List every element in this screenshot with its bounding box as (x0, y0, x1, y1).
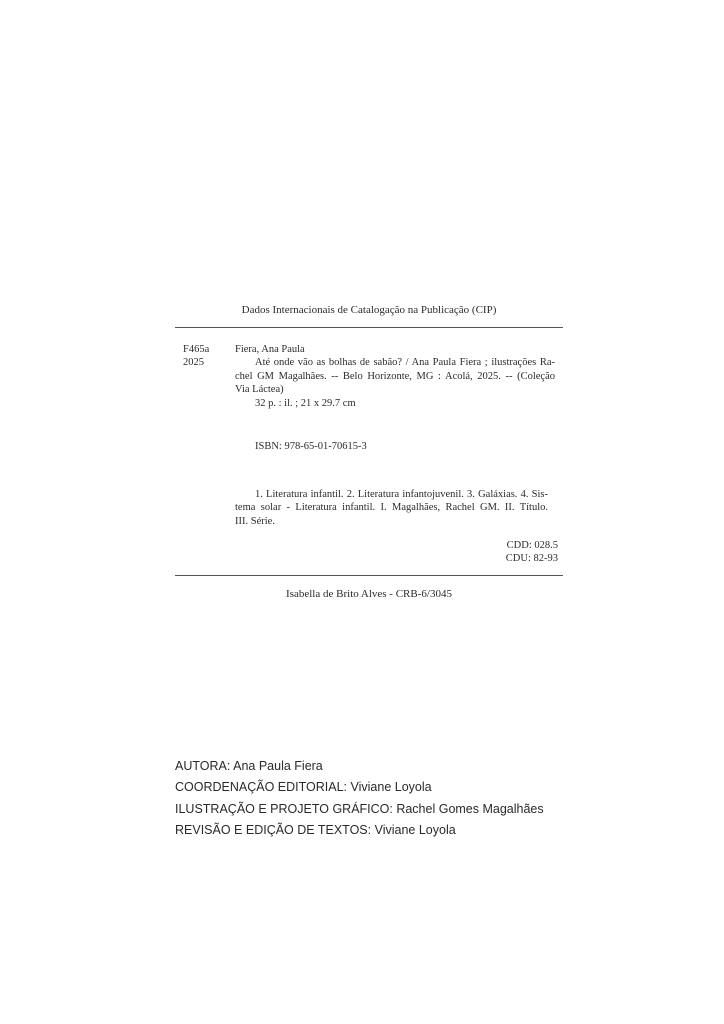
call-number (183, 343, 209, 370)
credit-editorial-coordination: COORDENAÇÃO EDITORIAL: Viviane Loyola (175, 780, 432, 795)
cip-header: Dados Internacionais de Catalogação na Publicação (CIP) (241, 304, 497, 316)
subject-line: tema solar - Literatura infantil. I. Magalhães, Rachel GM. II. Título. (235, 502, 548, 514)
credits-block (175, 756, 544, 841)
record-title-line: Até onde vão as bolhas de sabão? / Ana Paula Fiera ; ilustrações Ra- (255, 357, 555, 369)
credit-revision: REVISÃO E EDIÇÃO DE TEXTOS: Viviane Loyola (175, 822, 456, 837)
librarian-credit: Isabella de Brito Alves - CRB-6/3045 (286, 588, 452, 600)
record-title-line: Via Láctea) (235, 384, 284, 396)
credit-author: AUTORA: Ana Paula Fiera (175, 759, 323, 773)
catalog-record (235, 343, 555, 410)
classification-codes (506, 539, 558, 566)
subject-headings (235, 488, 548, 528)
record-physical-description: 32 p. : il. ; 21 x 29.7 cm (255, 397, 356, 409)
cdd-code: CDD: 028.5 (506, 540, 558, 551)
call-number-line: 2025 (183, 357, 204, 369)
isbn: ISBN: 978-65-01-70615-3 (255, 441, 367, 452)
subject-line: III. Série. (235, 515, 275, 527)
credit-illustration: ILUSTRAÇÃO E PROJETO GRÁFICO: Rachel Gomes Magalhães (175, 801, 544, 816)
cip-bottom-rule (175, 575, 563, 576)
cdu-code: CDU: 82-93 (505, 553, 558, 565)
subject-line: 1. Literatura infantil. 2. Literatura infantojuvenil. 3. Galáxias. 4. Sis- (255, 489, 548, 500)
record-author: Fiera, Ana Paula (235, 344, 305, 355)
record-title-line: chel GM Magalhães. -- Belo Horizonte, MG : Acolá, 2025. -- (Coleção (235, 370, 555, 382)
cip-top-rule (175, 327, 563, 328)
call-number-line: F465a (183, 344, 210, 355)
